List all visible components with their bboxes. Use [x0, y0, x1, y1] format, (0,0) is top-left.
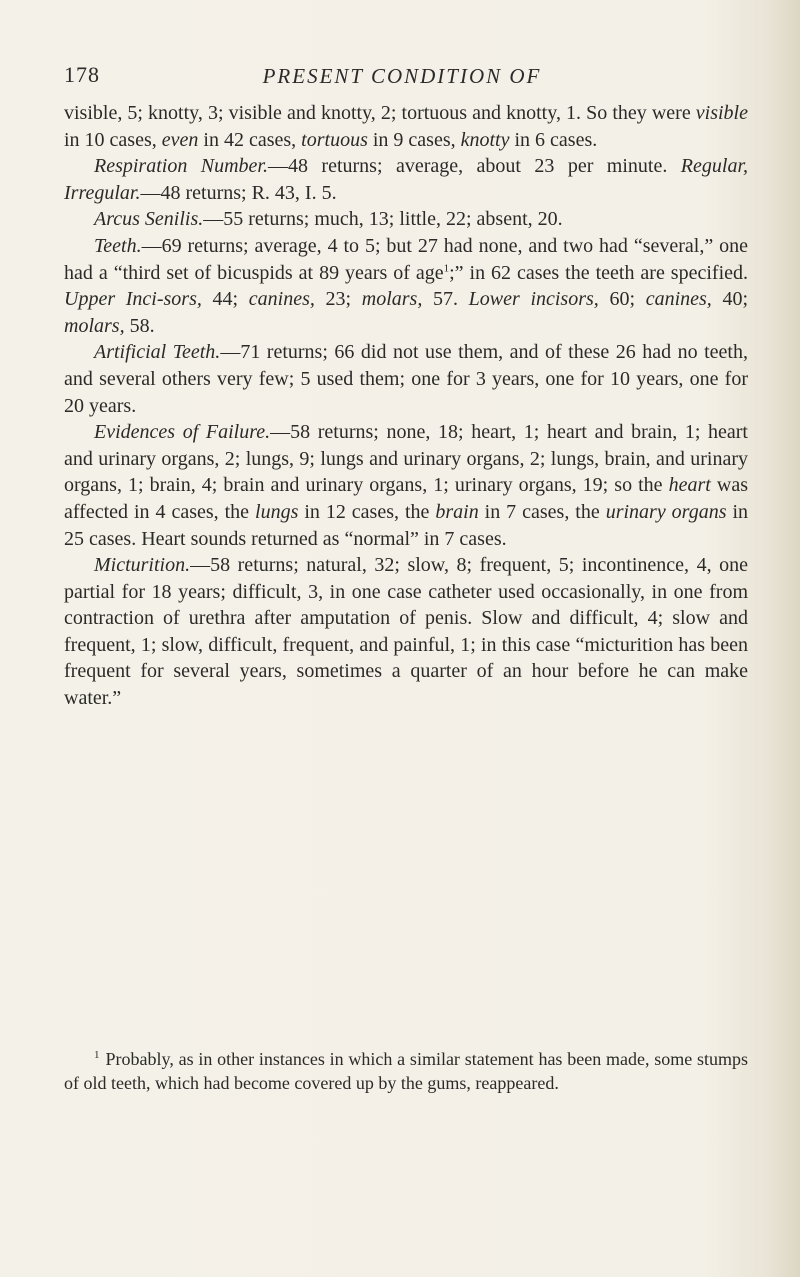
- text-run: in 42 cases,: [198, 128, 302, 151]
- text-run: 23;: [314, 288, 362, 311]
- italic-run: Regular, Irregular.: [64, 155, 749, 204]
- footnote-mark: 1: [94, 1049, 100, 1061]
- italic-run: Evidences of Failure.: [94, 421, 271, 444]
- text-run: in 9 cases,: [367, 128, 461, 151]
- text-run: —71 returns; 66 did not use them, and of these 26 had no teeth, and several others very few; 5 used them; one for 3 years, one for 10 years, one for 20 years.: [64, 341, 748, 417]
- text-run: 58.: [124, 314, 155, 337]
- text-run: ;” in 62 cases the teeth are specified.: [449, 261, 748, 284]
- text-run: in 25 cases. Heart sounds returned as “normal” in 7 cases.: [64, 500, 749, 550]
- italic-run: canines,: [248, 288, 315, 311]
- page-header: [64, 52, 740, 92]
- body-text: [64, 100, 748, 712]
- italic-run: Upper Inci-sors,: [64, 288, 202, 311]
- italic-run: canines,: [645, 288, 712, 311]
- paragraph: [64, 419, 748, 552]
- text-run: —69 returns; average, 4 to 5; but 27 had none, and two had “several,” one had a “third set of bicuspids at 89 years of age: [64, 234, 748, 284]
- italic-run: brain: [435, 500, 479, 523]
- text-run: —58 returns; none, 18; heart, 1; heart and brain, 1; heart and urinary organs, 2; lungs, 9; lungs and urinary organs, 2; lungs, brain, and urinary organs, 1; brain, 4; brain and urinary organs, 1; urinary organs, 19; so the: [64, 421, 748, 497]
- italic-run: Micturition.: [94, 554, 191, 577]
- italic-run: visible: [695, 102, 748, 124]
- italic-run: heart: [668, 474, 711, 497]
- text-run: 40;: [711, 288, 749, 311]
- italic-run: urinary organs: [605, 500, 727, 523]
- italic-run: Lower incisors,: [468, 288, 599, 311]
- text-run: in 12 cases, the: [298, 500, 436, 523]
- text-run: visible, 5; knotty, 3; visible and knotty, 2; tortuous and knotty, 1. So they were: [64, 102, 696, 124]
- italic-run: even: [161, 128, 199, 151]
- paragraph: [64, 552, 748, 712]
- paragraph: [64, 100, 748, 153]
- text-run: —58 returns; natural, 32; slow, 8; frequent, 5; incontinence, 4, one partial for 18 years; difficult, 3, in one case catheter used occasionally, in one from contraction of urethra after amputation of penis. Slow and difficult, 4; slow and frequent, 1; slow, difficult, frequent, and painful, 1; in this case “micturition has been frequent for several years, sometimes a quarter of an hour before he can make water.”: [64, 554, 748, 710]
- footnote: [64, 1048, 748, 1095]
- footnote-reference: 1: [443, 261, 450, 274]
- italic-run: molars,: [361, 288, 423, 311]
- text-run: in 7 cases, the: [478, 500, 606, 523]
- italic-run: Teeth.: [94, 234, 142, 257]
- italic-run: Arcus Senilis.: [94, 208, 204, 231]
- text-run: in 6 cases.: [509, 128, 598, 151]
- paragraph: [64, 206, 748, 233]
- running-head: PRESENT CONDITION OF: [262, 64, 542, 88]
- text-run: in 10 cases,: [64, 128, 162, 151]
- paragraph: [64, 339, 748, 419]
- text-run: was affected in 4 cases, the: [64, 474, 748, 523]
- italic-run: knotty: [460, 128, 510, 151]
- text-run: 44;: [201, 288, 249, 311]
- paragraph: [64, 233, 748, 339]
- text-run: —55 returns; much, 13; little, 22; absent, 20.: [203, 208, 563, 231]
- footnote-text: Probably, as in other instances in which a similar statement has been made, some stumps of old teeth, which had become covered up by the gums, reappeared.: [64, 1049, 748, 1093]
- italic-run: Respiration Number.: [94, 155, 268, 178]
- italic-run: molars,: [64, 314, 125, 337]
- italic-run: lungs: [255, 500, 299, 523]
- text-run: —48 returns; R. 43, I. 5.: [140, 181, 337, 204]
- text-run: —48 returns; average, about 23 per minute.: [268, 155, 681, 178]
- paragraph: [64, 153, 748, 206]
- page-number: 178: [64, 62, 100, 87]
- text-run: 60;: [598, 288, 646, 311]
- text-run: 57.: [422, 288, 469, 311]
- italic-run: tortuous: [301, 128, 368, 151]
- italic-run: Artificial Teeth.: [94, 341, 221, 364]
